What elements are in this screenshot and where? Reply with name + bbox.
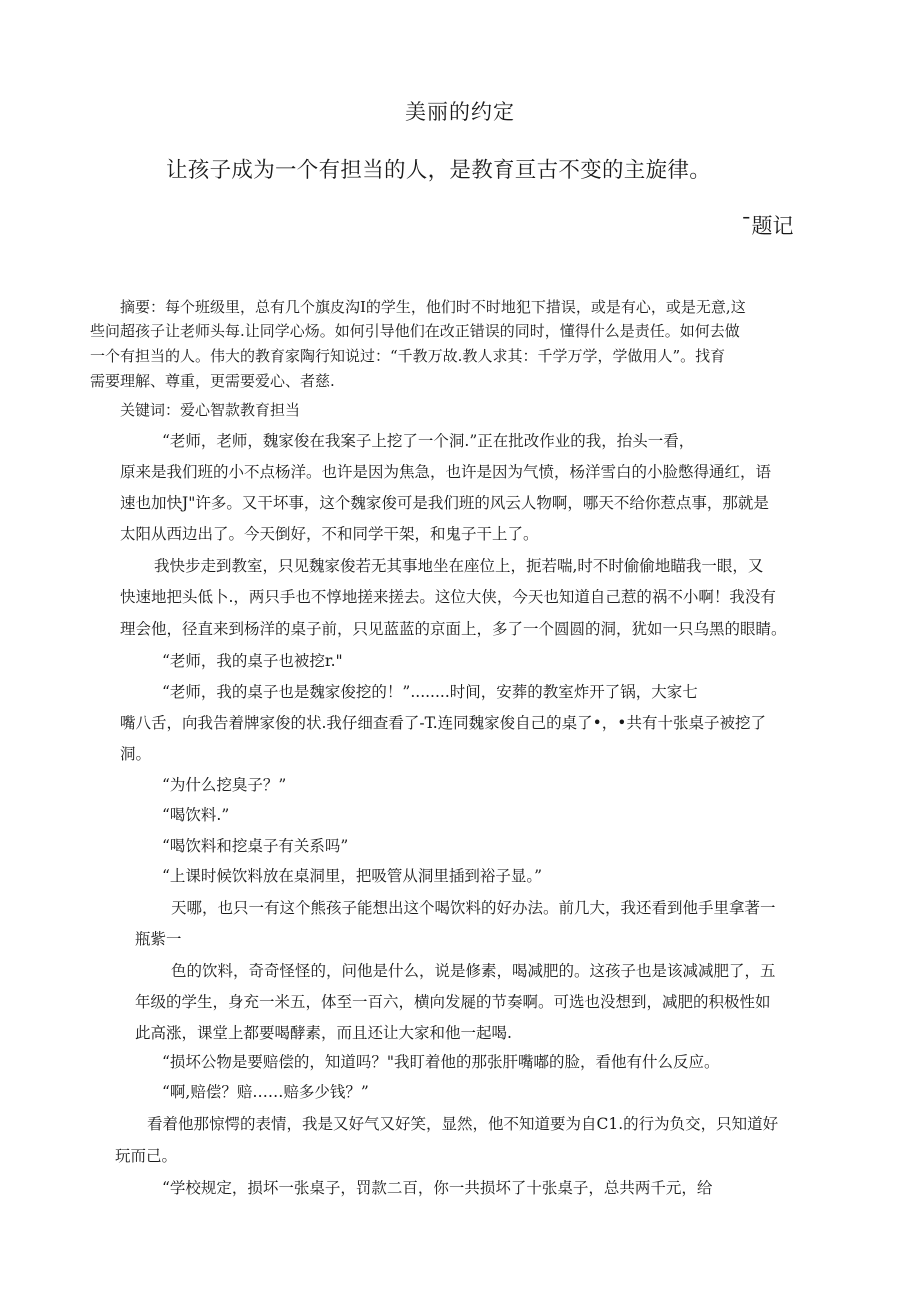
body-line: 理会他，径直来到杨洋的桌子前，只见蓝蓝的京面上，多了一个圆圆的洞，犹如一只乌黑的眼睛。 bbox=[120, 620, 787, 638]
epigraph-source: ¯题记 bbox=[741, 214, 794, 238]
body-line: “损坏公物是要赔偿的，知道吗？"我盯着他的那张肝嘴嘟的脸，看他有什么反应。 bbox=[162, 1053, 720, 1071]
document-title: 美丽的约定 bbox=[405, 100, 515, 124]
body-line: 色的饮料，奇奇怪怪的，问他是什么，说是修素，喝减肥的。这孩子也是该减减肥了，五 bbox=[171, 962, 776, 980]
body-line: “上课时候饮料放在桌洞里，把吸管从洞里插到裕子显。” bbox=[162, 867, 543, 885]
body-line: “老师，我的桌子也被挖r." bbox=[162, 652, 343, 670]
body-line: “啊,赔偿？赔……赔多少钱？” bbox=[162, 1083, 369, 1101]
body-line: “老师，我的桌子也是魏家俊挖的！”........时间，安葬的教室炸开了锅，大家七 bbox=[162, 683, 698, 701]
body-line: “喝饮料.” bbox=[162, 806, 230, 824]
abstract-line: 摘要：每个班级里，总有几个旗皮沟I的学生，他们时不时地犯下措误，或是有心，或是无意,这 bbox=[120, 298, 746, 316]
body-line: 速也加快J"许多。又干坏事，这个魏家俊可是我们班的风云人物啊，哪天不给你惹点事，那就是 bbox=[120, 494, 769, 512]
abstract-line: 需要理解、尊重，更需要爱心、者慈. bbox=[90, 372, 335, 390]
body-line: 我快步走到教室，只见魏家俊若无其事地坐在座位上，扼若喘,时不时偷偷地瞄我一眼，又 bbox=[154, 557, 764, 575]
body-line: 原来是我们班的小不点杨洋。也许是因为焦急，也许是因为气愤，杨洋雪白的小脸憋得通红，语 bbox=[120, 463, 772, 481]
body-line: 快速地把头低卜.，两只手也不惇地搓来搓去。这位大侠，今天也知道自己惹的祸不小啊！我没有 bbox=[120, 588, 776, 606]
body-line: 此高涨，课堂上都要喝酵素，而且还让大家和他一起喝. bbox=[135, 1024, 512, 1042]
body-line: 嘴八舌，向我告着牌家俊的状.我仔细查看了-T.连同魏家俊自己的桌了•，•共有十张桌子被挖了 bbox=[120, 714, 766, 732]
body-line: 天哪，也只一有这个熊孩子能想出这个喝饮料的好办法。前几大，我还看到他手里拿著一 bbox=[171, 899, 776, 917]
body-line: 瓶紫一 bbox=[135, 930, 182, 948]
body-line: “学校规定，损坏一张桌子，罚款二百，你一共损坏了十张桌子，总共两千元，给 bbox=[162, 1179, 713, 1197]
keywords: 关键词：爱心智款教育担当 bbox=[120, 401, 301, 419]
abstract-line: 些问超孩子让老师头每.让同学心炀。如何引导他们在改正错误的同时，懂得什么是责任。如何去做 bbox=[90, 322, 740, 340]
abstract-line: 一个有担当的人。伟大的教育家陶行知说过：“千教万故.教人求其：千学万学，学做用人”。找育 bbox=[90, 347, 726, 365]
body-line: 洞。 bbox=[120, 745, 152, 763]
body-line: “喝饮料和挖桌子有关系吗” bbox=[162, 837, 349, 855]
body-line: “老师，老师，魏家俊在我案子上挖了一个洞.”正在批改作业的我，抬头一看， bbox=[162, 432, 695, 450]
body-line: 玩而己。 bbox=[115, 1147, 178, 1165]
body-line: 太阳从西边出了。今天倒好，不和同学干架，和鬼子干上了。 bbox=[120, 525, 539, 543]
body-line: 看着他那惊愕的表情，我是又好气又好笑，显然，他不知道要为自C1.的行为负交，只知道好 bbox=[147, 1115, 779, 1133]
body-line: 年级的学生，身充一米五，体至一百六，横向发屣的节奏啊。可选也没想到，减肥的积极性如 bbox=[135, 993, 771, 1011]
body-line: “为什么挖臭子？” bbox=[162, 776, 287, 794]
epigraph: 让孩子成为一个有担当的人，是教育亘古不变的主旋律。 bbox=[166, 158, 712, 183]
